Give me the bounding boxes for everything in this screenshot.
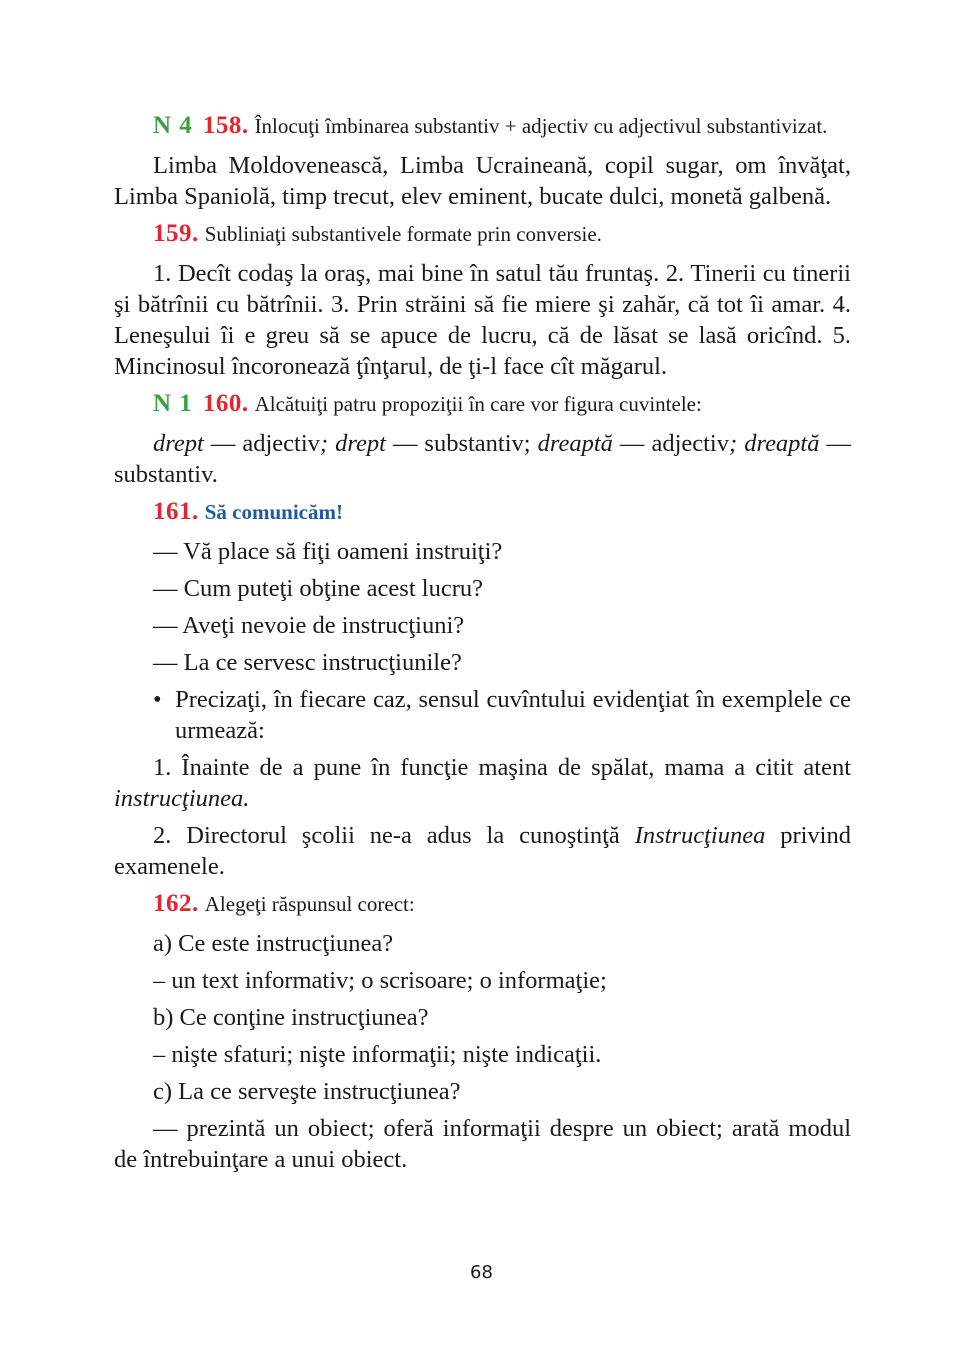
word-def-3: — adjectiv bbox=[612, 430, 729, 457]
page-content bbox=[114, 112, 851, 1175]
question-line: c) La ce serveşte instrucţiunea? bbox=[153, 1078, 461, 1105]
exercise-160-words bbox=[114, 428, 851, 490]
example-1-highlight: instrucţiunea. bbox=[114, 785, 250, 812]
exercise-160-instruction: Alcătuiţi patru propoziţii în care vor figura cuvintele: bbox=[254, 392, 702, 416]
word-dreapta-1: dreaptă bbox=[537, 430, 613, 457]
question-line: a) Ce este instrucţiunea? bbox=[153, 930, 394, 957]
exercise-160-number: 160. bbox=[202, 390, 249, 417]
answer-line: – nişte sfaturi; nişte informaţii; nişte indicaţii. bbox=[153, 1041, 602, 1068]
exercise-158-number: 158. bbox=[202, 112, 249, 139]
dialogue-line: — Aveţi nevoie de instrucţiuni? bbox=[153, 612, 465, 639]
answer-line: – un text informativ; o scrisoare; o informaţie; bbox=[153, 967, 607, 994]
word-drept-2: drept bbox=[335, 430, 386, 457]
answer-line-last: — prezintă un obiect; oferă informaţii despre un obiect; arată modul de întrebuinţare a unui obiect. bbox=[114, 1115, 851, 1173]
exercise-161-example-1 bbox=[114, 752, 851, 814]
word-def-2: — substantiv; bbox=[385, 430, 538, 457]
exercise-159-task bbox=[153, 220, 851, 248]
exercise-162-instruction: Alegeţi răspunsul corect: bbox=[204, 892, 415, 916]
exercise-158-instruction: Înlocuţi îmbinarea substantiv + adjectiv cu adjectivul substantivizat. bbox=[254, 114, 828, 138]
bullet-text: Precizaţi, în fiecare caz, sensul cuvîntului evidenţiat în exemplele ce urmează: bbox=[175, 686, 851, 744]
example-2-text-b: privind examenele. bbox=[114, 822, 851, 880]
page-number: 68 bbox=[470, 1262, 493, 1283]
exercise-161-example-2 bbox=[114, 820, 851, 882]
exercise-159-instruction: Subliniaţi substantivele formate prin conversie. bbox=[204, 222, 602, 246]
word-def-4: — substantiv. bbox=[114, 430, 852, 488]
exercise-158-task bbox=[153, 112, 851, 140]
dialogue-line: — La ce servesc instrucţiunile? bbox=[153, 649, 462, 676]
exercise-160-task bbox=[153, 390, 851, 418]
word-dreapta-2: dreaptă bbox=[744, 430, 820, 457]
dialogue-line: — Cum puteţi obţine acest lucru? bbox=[153, 575, 483, 602]
exercise-159-text: 1. Decît codaş la oraş, mai bine în satul tău fruntaş. 2. Tinerii cu tinerii şi bătrînii cu bătrînii. 3. Prin străini să fie miere şi zahăr, că tot îi amar. 4. Leneşului îi e greu să se apuce de lucru, că de lăsat se lasă oricînd. 5. Mincinosul încoronează ţînţarul, de ţi-l face cît măgarul. bbox=[114, 260, 851, 380]
exercise-160-mark: N 1 bbox=[153, 390, 193, 417]
word-sep-3: ; bbox=[729, 430, 745, 457]
example-2-text-a: 2. Directorul şcolii ne-a adus la cunoştinţă bbox=[153, 822, 635, 849]
exercise-158-text: Limba Moldovenească, Limba Ucraineană, copil sugar, om învăţat, Limba Spaniolă, timp trecut, elev eminent, bucate dulci, monetă galbenă. bbox=[114, 152, 851, 210]
example-2-highlight: Instrucţiunea bbox=[634, 822, 766, 849]
exercise-161-bullet bbox=[153, 684, 851, 746]
question-line: b) Ce conţine instrucţiunea? bbox=[153, 1004, 429, 1031]
word-sep-1: ; bbox=[319, 430, 336, 457]
exercise-162-number: 162. bbox=[153, 890, 199, 917]
exercise-161-task bbox=[153, 498, 851, 526]
word-def-1: — adjectiv bbox=[203, 430, 320, 457]
dialogue-line: — Vă place să fiţi oameni instruiţi? bbox=[153, 538, 503, 565]
bullet-icon: • bbox=[153, 686, 162, 713]
example-1-text: 1. Înainte de a pune în funcţie maşina de spălat, mama a citit atent bbox=[153, 754, 851, 781]
exercise-158-mark: N 4 bbox=[153, 112, 193, 139]
exercise-159-number: 159. bbox=[153, 220, 199, 247]
exercise-162-task bbox=[153, 890, 851, 918]
exercise-161-number: 161. bbox=[153, 498, 199, 525]
word-drept-1: drept bbox=[153, 430, 204, 457]
exercise-161-title: Să comunicăm! bbox=[204, 500, 343, 524]
